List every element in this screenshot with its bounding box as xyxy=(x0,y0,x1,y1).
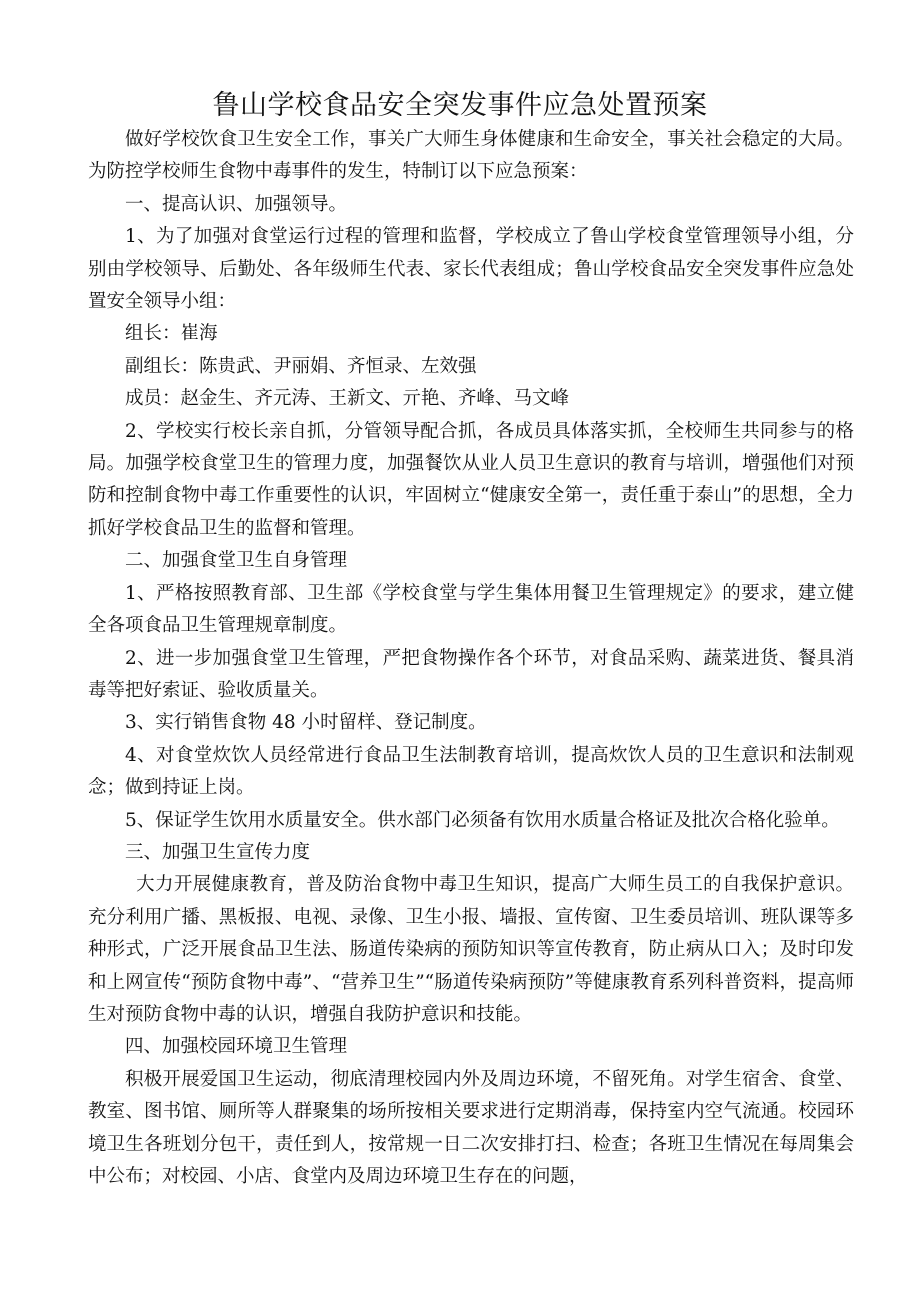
section-heading-4: 四、加强校园环境卫生管理 xyxy=(125,1036,348,1058)
paragraph-2-4: 4、对食堂炊饮人员经常进行食品卫生法制教育培训，提高炊饮人员的卫生意识和法制观念；做到持证上岗。 xyxy=(88,744,854,799)
paragraph-2-2: 2、进一步加强食堂卫生管理，严把食物操作各个环节，对食品采购、蔬菜进货、餐具消毒等把好索证、验收质量关。 xyxy=(88,647,854,701)
document-body xyxy=(88,124,854,1193)
document-title: 鲁山学校食品安全突发事件应急处置预案 xyxy=(212,90,708,121)
paragraph-2-3: 3、实行销售食物 48 小时留样、登记制度。 xyxy=(125,712,487,734)
paragraph-intro: 做好学校饮食卫生安全工作，事关广大师生身体健康和生命安全，事关社会稳定的大局。为防控学校师生食物中毒事件的发生，特制订以下应急预案： xyxy=(88,129,854,183)
paragraph-2-5: 5、保证学生饮用水质量安全。供水部门必须备有饮用水质量合格证及批次合格化验单。 xyxy=(125,809,840,831)
paragraph-4-1: 积极开展爱国卫生运动，彻底清理校园内外及周边环境，不留死角。对学生宿舍、食堂、教室、图书馆、厕所等人群聚集的场所按相关要求进行定期消毒，保持室内空气流通。校园环境卫生各班划分包干，责任到人，按常规一日二次安排打扫、检查；各班卫生情况在每周集会中公布；对校园、小店、食堂内及周边环境卫生存在的问题， xyxy=(88,1068,854,1187)
paragraph-3-1: 大力开展健康教育，普及防治食物中毒卫生知识，提高广大师生员工的自我保护意识。充分利用广播、黑板报、电视、录像、卫生小报、墙报、宣传窗、卫生委员培训、班队课等多种形式，广泛开展食品卫生法、肠道传染病的预防知识等宣传教育，防止病从口入；及时印发和上网宣传“预防食物中毒”、“营养卫生”“肠道传染病预防”等健康教育系列科普资料，提高师生对预防食物中毒的认识，增强自我防护意识和技能。 xyxy=(88,874,854,1025)
deputy-leader-line: 副组长：陈贵武、尹丽娟、齐恒录、左效强 xyxy=(125,355,477,377)
paragraph-1-2: 2、学校实行校长亲自抓，分管领导配合抓，各成员具体落实抓，全校师生共同参与的格局。加强学校食堂卫生的管理力度，加强餐饮从业人员卫生意识的教育与培训，增强他们对预防和控制食物中毒工作重要性的认识，牢固树立“健康安全第一，责任重于泰山”的思想，全力抓好学校食品卫生的监督和管理。 xyxy=(88,420,854,539)
section-heading-3: 三、加强卫生宣传力度 xyxy=(125,841,311,863)
paragraph-1-1: 1、为了加强对食堂运行过程的管理和监督，学校成立了鲁山学校食堂管理领导小组，分别由学校领导、后勤处、各年级师生代表、家长代表组成；鲁山学校食品安全突发事件应急处置安全领导小组： xyxy=(88,226,854,313)
members-line: 成员：赵金生、齐元涛、王新文、亓艳、齐峰、马文峰 xyxy=(125,388,570,410)
section-heading-1: 一、提高认识、加强领导。 xyxy=(125,193,348,215)
paragraph-2-1: 1、严格按照教育部、卫生部《学校食堂与学生集体用餐卫生管理规定》的要求，建立健全各项食品卫生管理规章制度。 xyxy=(88,582,854,637)
section-heading-2: 二、加强食堂卫生自身管理 xyxy=(125,550,348,572)
leader-line: 组长：崔海 xyxy=(125,323,218,345)
